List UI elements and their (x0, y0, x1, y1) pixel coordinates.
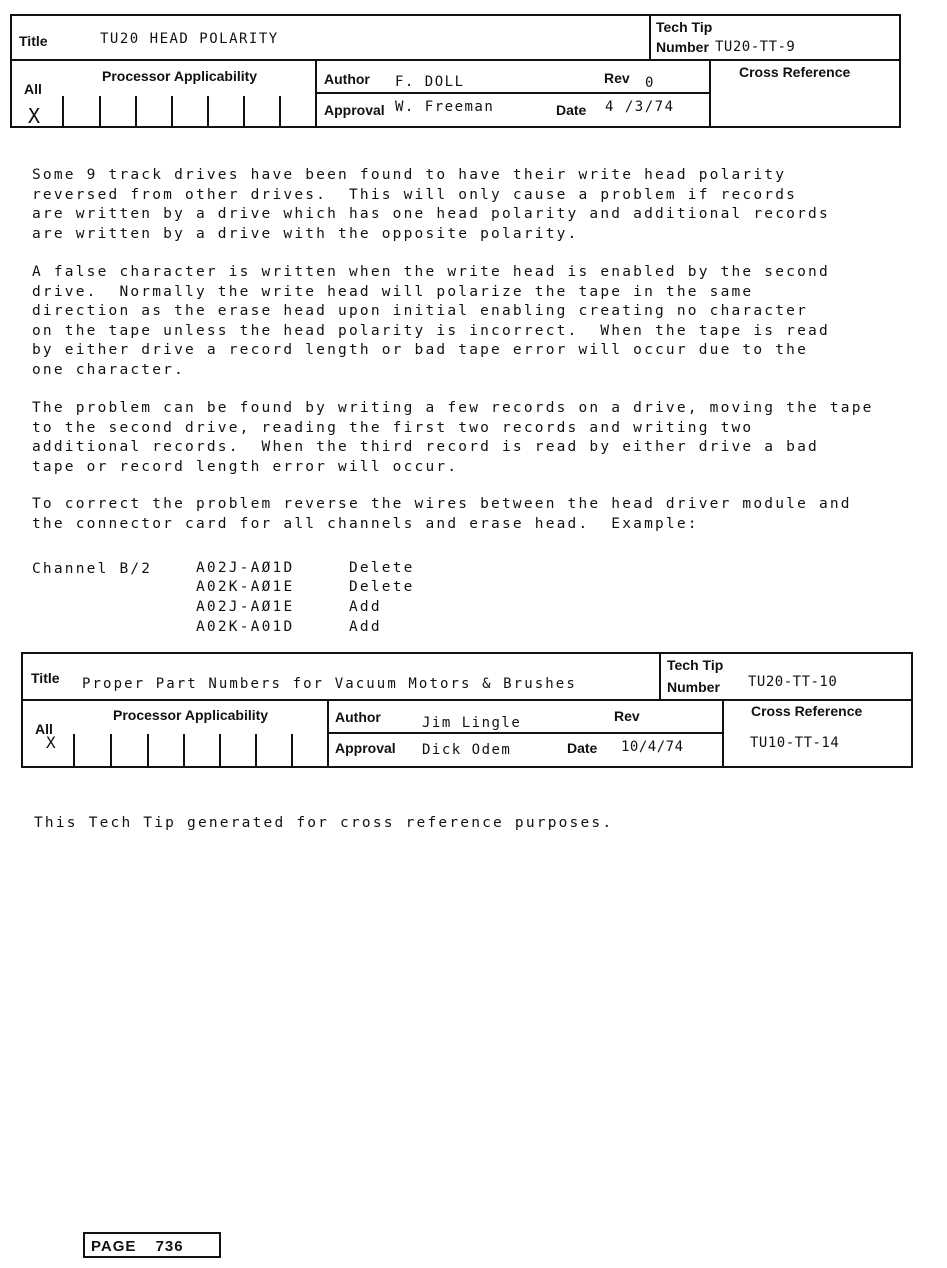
tech-tip-title: TU20 HEAD POLARITY (100, 31, 279, 47)
divider (62, 96, 64, 128)
processor-applicability-label: Processor Applicability (113, 707, 269, 723)
all-label: All (35, 721, 53, 737)
divider (73, 734, 75, 768)
all-label: All (24, 81, 42, 97)
paragraph: To correct the problem reverse the wires between the head driver module and the connector card for all channels and erase head. Example: (32, 496, 852, 532)
divider (709, 59, 711, 128)
divider (21, 699, 913, 701)
date-label: Date (556, 102, 587, 118)
divider (207, 96, 209, 128)
tech-tip-title: Proper Part Numbers for Vacuum Motors & Brushes (82, 676, 577, 692)
divider (99, 96, 101, 128)
approval-value: Dick Odem (422, 742, 512, 758)
channel-label: Channel B/2 (32, 561, 153, 577)
tech-tip-label: Tech Tip (656, 19, 713, 35)
approval-label: Approval (335, 740, 396, 756)
divider (327, 699, 329, 768)
approval-value: W. Freeman (395, 99, 495, 115)
divider (219, 734, 221, 768)
divider (243, 96, 245, 128)
divider (659, 652, 661, 701)
number-label: Number (667, 679, 720, 695)
divider (315, 59, 317, 128)
rev-value: 0 (645, 75, 655, 91)
wire-id: A02K-AØ1E (196, 579, 295, 595)
wire-action: Delete (349, 560, 415, 576)
cross-reference-label: Cross Reference (751, 703, 863, 719)
page-number-box (83, 1232, 221, 1258)
rev-label: Rev (604, 70, 630, 86)
cross-reference-label: Cross Reference (739, 64, 851, 80)
date-label: Date (567, 740, 598, 756)
divider (10, 59, 901, 61)
wire-id: A02J-AØ1D (196, 560, 295, 576)
paragraph: A false character is written when the write head is enabled by the second drive. Normally the write head will polarize the tape in the same direction as the erase head upon initial enabling creating no character on the tape unless the head polarity is incorrect. When the tape is read by either drive a record length or bad tape error will occur due to the one character. (32, 264, 830, 378)
wire-action: Add (349, 599, 382, 615)
divider (183, 734, 185, 768)
wire-id: A02J-AØ1E (196, 599, 295, 615)
divider (315, 92, 710, 94)
title-label: Title (19, 33, 48, 49)
divider (171, 96, 173, 128)
divider (279, 96, 281, 128)
tech-tip-label: Tech Tip (667, 657, 724, 673)
paragraph: The problem can be found by writing a few records on a drive, moving the tape to the second drive, reading the first two records and writing two additional records. When the third record is read by either drive a bad tape or record length error will occur. (32, 400, 874, 475)
divider (255, 734, 257, 768)
rev-label: Rev (614, 708, 640, 724)
number-label: Number (656, 39, 709, 55)
author-value: F. DOLL (395, 74, 465, 90)
divider (147, 734, 149, 768)
processor-applicability-label: Processor Applicability (102, 68, 258, 84)
divider (110, 734, 112, 768)
divider (135, 96, 137, 128)
cross-reference-value: TU10-TT-14 (750, 735, 840, 751)
date-value: 10/4/74 (621, 739, 684, 755)
author-value: Jim Lingle (422, 715, 522, 731)
divider (649, 14, 651, 61)
author-label: Author (335, 709, 381, 725)
all-checkmark: X (46, 733, 56, 752)
page-label: PAGE (91, 1238, 137, 1255)
divider (291, 734, 293, 768)
wire-action: Delete (349, 579, 415, 595)
divider (722, 699, 724, 768)
tech-tip-number: TU20-TT-9 (715, 39, 796, 55)
wire-action: Add (349, 619, 382, 635)
tech-tip-body: This Tech Tip generated for cross reference purposes. (34, 815, 614, 831)
paragraph: Some 9 track drives have been found to have their write head polarity reversed from other drives. This will only cause a problem if records are written by a drive which has one head polarity and additional records are written by a drive with the opposite polarity. (32, 167, 830, 242)
wire-id: A02K-A01D (196, 619, 295, 635)
approval-label: Approval (324, 102, 385, 118)
tech-tip-number: TU20-TT-10 (748, 674, 838, 690)
title-label: Title (31, 670, 60, 686)
divider (327, 732, 723, 734)
date-value: 4 /3/74 (605, 99, 675, 115)
author-label: Author (324, 71, 370, 87)
page-number: 736 (155, 1238, 184, 1255)
all-checkmark: X (28, 104, 41, 128)
